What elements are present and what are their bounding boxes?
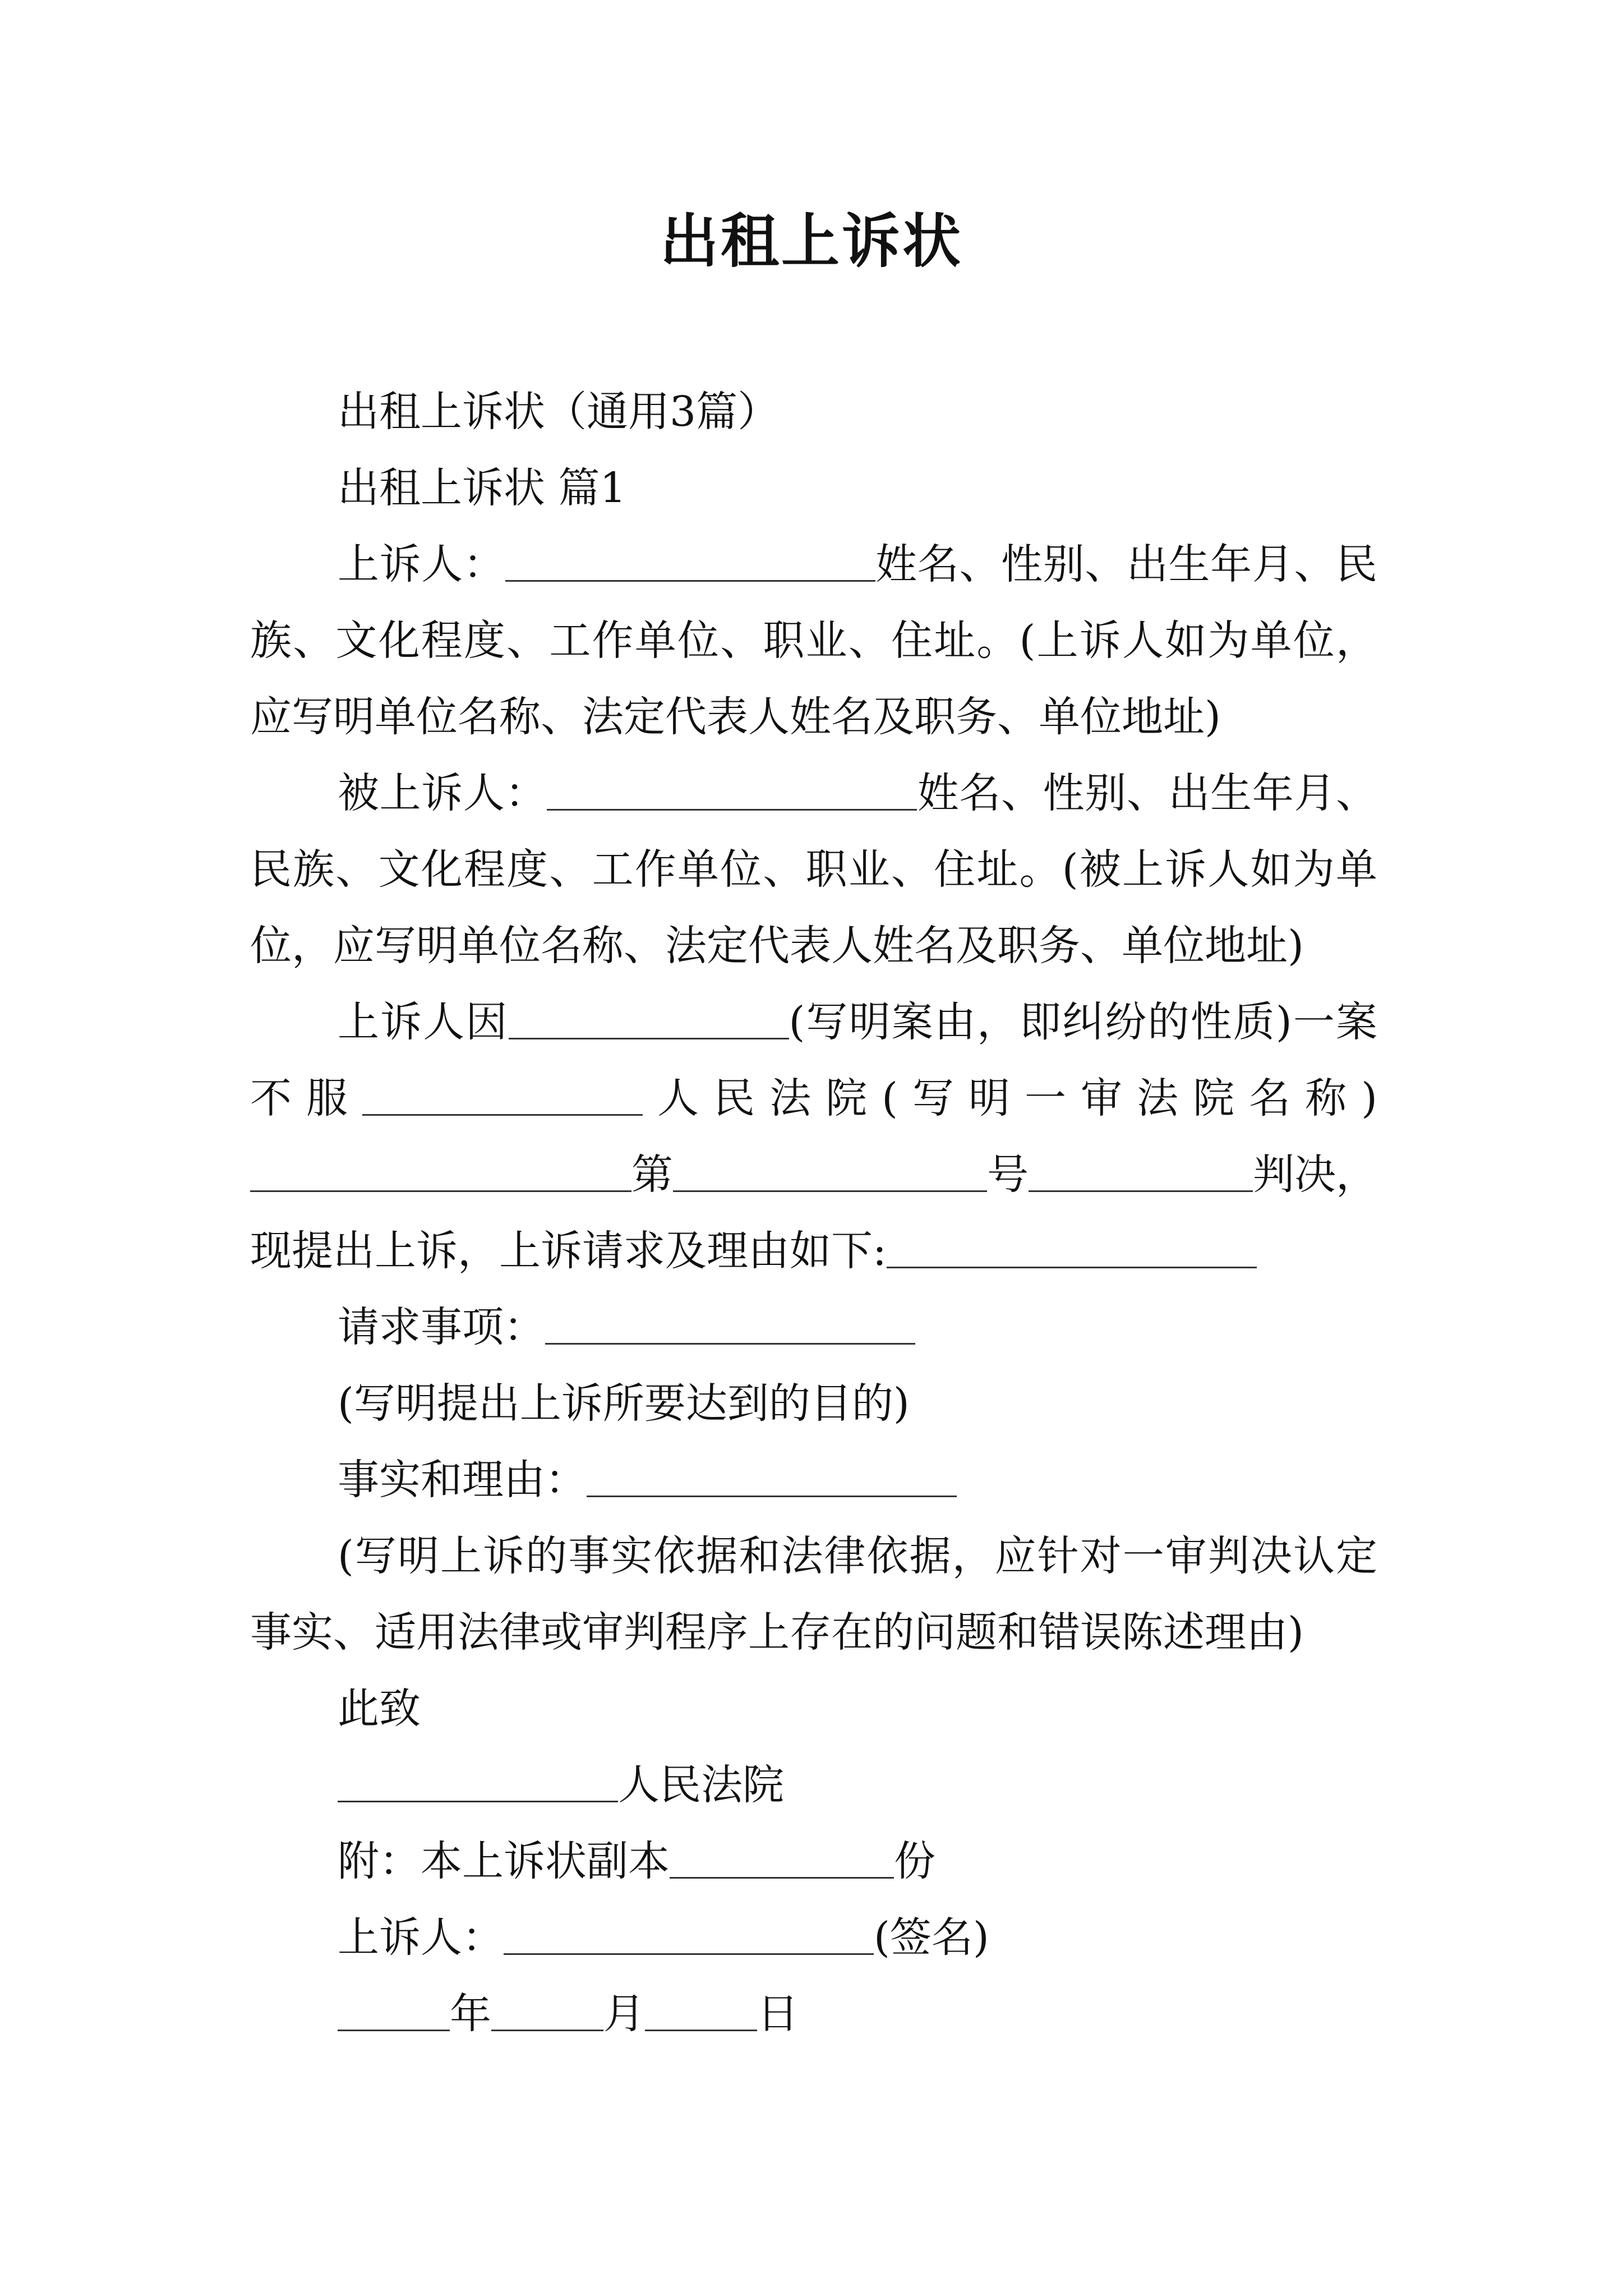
- signature-note: (签名): [874, 1913, 989, 1962]
- appellee-description: 姓名、性别、出生年月、民族、文化程度、工作单位、职业、住址。(被上诉人如为单位，应写明单位名称、法定代表人姓名及职务、单位地址): [250, 769, 1377, 970]
- signature-blank: [504, 1912, 874, 1955]
- judgment-blank: [1029, 1149, 1253, 1192]
- paragraph-court: [250, 1747, 1377, 1823]
- paragraph-date: [250, 1976, 1377, 2052]
- case-year-blank: [250, 1149, 631, 1192]
- appeal-reason-text-5: 号: [987, 1151, 1029, 1199]
- copies-blank: [670, 1835, 894, 1879]
- document-title: 出租上诉状: [660, 206, 963, 275]
- appellant-description: 姓名、性别、出生年月、民族、文化程度、工作单位、职业、住址。(上诉人如为单位，应写明单位名称、法定代表人姓名及职务、单位地址): [250, 540, 1377, 741]
- paragraph-attachment: [250, 1823, 1377, 1899]
- paragraph-appellee: [250, 755, 1377, 984]
- court-text: 人民法院: [618, 1761, 784, 1809]
- request-note-text: (写明提出上诉所要达到的目的): [338, 1379, 910, 1428]
- appellant-blank: [505, 539, 875, 582]
- salutation-text: 此致: [338, 1685, 421, 1733]
- paragraph-appellant: [250, 526, 1377, 755]
- month-blank: [491, 1988, 603, 2031]
- court-blank: [338, 1759, 618, 1802]
- paragraph-request: [250, 1289, 1377, 1365]
- year-label: 年: [450, 1990, 491, 2038]
- paragraph-request-note: [250, 1365, 1377, 1442]
- document-body: [250, 374, 1377, 2052]
- section-heading-text: 出租上诉状 篇1: [338, 464, 626, 512]
- subtitle-text: 出租上诉状（通用3篇）: [338, 388, 780, 436]
- appeal-reason-text-1: 上诉人因: [338, 998, 509, 1046]
- facts-blank: [587, 1454, 957, 1497]
- appeal-reason-text-2: (写明案由，即纠纷的性质)一案不服: [250, 998, 1377, 1122]
- paragraph-signature: [250, 1899, 1377, 1976]
- paragraph-facts-note: [250, 1518, 1377, 1671]
- request-label: 请求事项：: [338, 1303, 545, 1351]
- attachment-unit: 份: [894, 1837, 935, 1885]
- case-number-blank: [673, 1149, 987, 1192]
- paragraph-section-heading: [250, 450, 1377, 526]
- facts-label: 事实和理由：: [338, 1456, 587, 1504]
- appeal-reason-text-3: 人民法院(写明一审法院名称): [643, 1074, 1377, 1122]
- paragraph-appeal-reason: [250, 984, 1377, 1289]
- year-blank: [338, 1988, 450, 2031]
- court-name-blank: [362, 1073, 643, 1116]
- appellant-label: 上诉人：: [338, 540, 505, 588]
- day-blank: [645, 1988, 757, 2031]
- paragraph-salutation: [250, 1671, 1377, 1747]
- appeal-reason-text-4: 第: [631, 1151, 673, 1199]
- appeal-reason-text-6: 判决，现提出上诉，上诉请求及理由如下:: [250, 1151, 1377, 1275]
- facts-note-text: (写明上诉的事实依据和法律依据，应针对一审判决认定事实、适用法律或审判程序上存在的问题和错误陈述理由): [250, 1532, 1377, 1657]
- appellee-label: 被上诉人：: [338, 769, 547, 817]
- month-label: 月: [603, 1990, 645, 2038]
- reason-blank: [887, 1225, 1257, 1268]
- request-blank: [545, 1301, 915, 1345]
- paragraph-subtitle: [250, 374, 1377, 450]
- appellee-blank: [547, 767, 917, 811]
- case-cause-blank: [509, 996, 789, 1039]
- paragraph-facts: [250, 1442, 1377, 1518]
- attachment-label: 附：本上诉状副本: [338, 1837, 670, 1885]
- day-label: 日: [757, 1990, 799, 2038]
- signature-label: 上诉人：: [338, 1913, 504, 1962]
